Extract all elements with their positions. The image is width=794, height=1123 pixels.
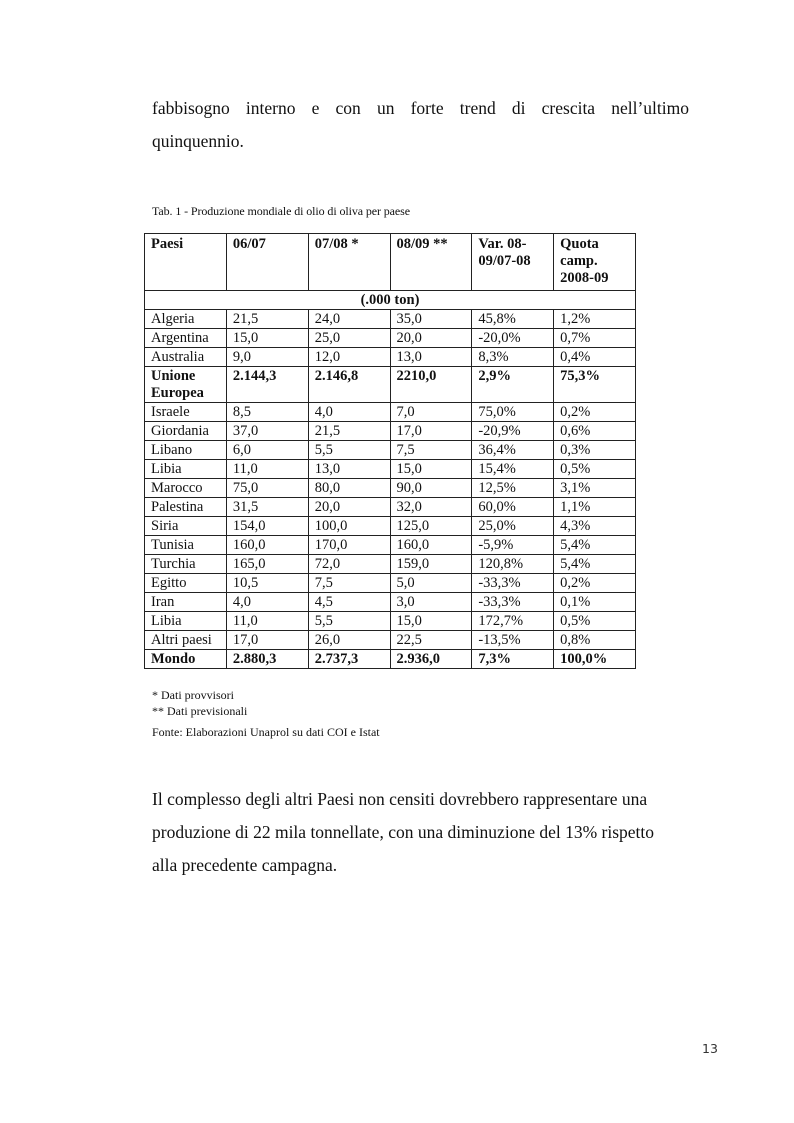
table-cell: Iran — [145, 593, 227, 612]
table-cell: 1,1% — [554, 498, 636, 517]
table-cell: 15,0 — [226, 329, 308, 348]
table-cell: 2.146,8 — [308, 367, 390, 403]
table-cell: 100,0 — [308, 517, 390, 536]
table-row — [145, 574, 636, 593]
table-cell: 24,0 — [308, 310, 390, 329]
table-row — [145, 310, 636, 329]
table-row — [145, 612, 636, 631]
table-cell: 10,5 — [226, 574, 308, 593]
row-label-line: Europea — [151, 385, 204, 401]
table-cell: 4,0 — [308, 403, 390, 422]
table-row — [145, 479, 636, 498]
table-cell: -20,0% — [472, 329, 554, 348]
table-cell: 7,5 — [308, 574, 390, 593]
header-line: 09/07-08 — [478, 253, 531, 269]
table-cell: 165,0 — [226, 555, 308, 574]
table-cell: Marocco — [145, 479, 227, 498]
table-cell: 0,5% — [554, 460, 636, 479]
table-cell: Palestina — [145, 498, 227, 517]
table-cell: 20,0 — [308, 498, 390, 517]
table-cell: 5,5 — [308, 441, 390, 460]
header-line: Var. 08- — [478, 236, 527, 252]
table-cell: 13,0 — [308, 460, 390, 479]
table-cell: Libano — [145, 441, 227, 460]
table-cell: 4,5 — [308, 593, 390, 612]
table-cell: 4,0 — [226, 593, 308, 612]
table-cell: 125,0 — [390, 517, 472, 536]
table-cell: 5,0 — [390, 574, 472, 593]
table-row — [145, 536, 636, 555]
table-cell — [145, 367, 227, 403]
page-number: 13 — [702, 1041, 718, 1056]
table-cell: 21,5 — [226, 310, 308, 329]
table-cell: Giordania — [145, 422, 227, 441]
table-row — [145, 329, 636, 348]
table-cell: 2,9% — [472, 367, 554, 403]
table-cell: 20,0 — [390, 329, 472, 348]
table-cell: Egitto — [145, 574, 227, 593]
closing-line: Il complesso degli altri Paesi non censiti dovrebbero rappresentare una — [152, 789, 648, 809]
production-table — [144, 233, 636, 669]
note-forecast: ** Dati previsionali — [152, 704, 248, 718]
table-cell: 12,0 — [308, 348, 390, 367]
table-cell: 2.936,0 — [390, 650, 472, 669]
table-cell: Altri paesi — [145, 631, 227, 650]
table-cell: 7,0 — [390, 403, 472, 422]
table-cell: 0,3% — [554, 441, 636, 460]
table-cell: 45,8% — [472, 310, 554, 329]
table-row — [145, 517, 636, 536]
table-cell: Mondo — [145, 650, 227, 669]
table-row — [145, 631, 636, 650]
table-cell: -13,5% — [472, 631, 554, 650]
table-cell: 6,0 — [226, 441, 308, 460]
row-label-line: Unione — [151, 368, 196, 384]
table-cell: 75,0% — [472, 403, 554, 422]
table-cell: 7,3% — [472, 650, 554, 669]
header-line: Quota — [560, 236, 599, 252]
table-cell: 12,5% — [472, 479, 554, 498]
table-row — [145, 422, 636, 441]
header-cell: 08/09 ** — [390, 234, 472, 291]
table-caption: Tab. 1 - Produzione mondiale di olio di oliva per paese — [152, 204, 410, 218]
table-cell: 2.737,3 — [308, 650, 390, 669]
table-notes — [152, 687, 247, 719]
header-cell: 06/07 — [226, 234, 308, 291]
closing-line: alla precedente campagna. — [152, 855, 338, 875]
header-cell: 07/08 * — [308, 234, 390, 291]
intro-line: quinquennio. — [152, 131, 244, 151]
table-cell: 15,0 — [390, 612, 472, 631]
table-row — [145, 555, 636, 574]
table-cell: 160,0 — [226, 536, 308, 555]
table-cell: 37,0 — [226, 422, 308, 441]
table-cell: 11,0 — [226, 460, 308, 479]
table-cell: 0,7% — [554, 329, 636, 348]
table-cell: 22,5 — [390, 631, 472, 650]
table-cell: 15,4% — [472, 460, 554, 479]
table-cell: 25,0 — [308, 329, 390, 348]
table-source: Fonte: Elaborazioni Unaprol su dati COI e Istat — [152, 725, 380, 739]
table-cell: 75,3% — [554, 367, 636, 403]
intro-paragraph — [152, 92, 689, 158]
table-cell: Siria — [145, 517, 227, 536]
table-cell: 160,0 — [390, 536, 472, 555]
table-row — [145, 498, 636, 517]
table-cell: 2210,0 — [390, 367, 472, 403]
table-cell: 60,0% — [472, 498, 554, 517]
note-provisional: * Dati provvisori — [152, 688, 234, 702]
table-cell: 31,5 — [226, 498, 308, 517]
table-cell: 0,1% — [554, 593, 636, 612]
table-cell: 0,4% — [554, 348, 636, 367]
table-cell: Israele — [145, 403, 227, 422]
header-cell — [472, 234, 554, 291]
table-cell: -20,9% — [472, 422, 554, 441]
table-cell: 21,5 — [308, 422, 390, 441]
table-cell: 32,0 — [390, 498, 472, 517]
header-line: camp. — [560, 253, 598, 269]
table-cell: 11,0 — [226, 612, 308, 631]
table-cell: 4,3% — [554, 517, 636, 536]
table-cell: 3,0 — [390, 593, 472, 612]
table-cell: 17,0 — [390, 422, 472, 441]
table-cell: 90,0 — [390, 479, 472, 498]
table-cell: 75,0 — [226, 479, 308, 498]
closing-paragraph — [152, 783, 697, 882]
table-row — [145, 403, 636, 422]
table-cell: 9,0 — [226, 348, 308, 367]
table-cell: 25,0% — [472, 517, 554, 536]
table-cell: 8,5 — [226, 403, 308, 422]
table-cell: 26,0 — [308, 631, 390, 650]
table-header-row — [145, 234, 636, 291]
table-cell: 80,0 — [308, 479, 390, 498]
table-cell: 5,5 — [308, 612, 390, 631]
table-cell: -5,9% — [472, 536, 554, 555]
table-cell: 2.880,3 — [226, 650, 308, 669]
table-row-total — [145, 650, 636, 669]
table-cell: 172,7% — [472, 612, 554, 631]
table-cell: -33,3% — [472, 593, 554, 612]
table-cell: 0,8% — [554, 631, 636, 650]
table-cell: 0,6% — [554, 422, 636, 441]
table-cell: 35,0 — [390, 310, 472, 329]
table-cell: 2.144,3 — [226, 367, 308, 403]
table-row — [145, 460, 636, 479]
table-cell: 0,2% — [554, 574, 636, 593]
unit-cell: (.000 ton) — [145, 291, 636, 310]
header-line: 2008-09 — [560, 270, 609, 286]
table-cell: Turchia — [145, 555, 227, 574]
table-cell: 36,4% — [472, 441, 554, 460]
table-cell: Tunisia — [145, 536, 227, 555]
intro-line: fabbisogno interno e con un forte trend di crescita nell’ultimo — [152, 98, 689, 118]
table-cell: 3,1% — [554, 479, 636, 498]
table-cell: 72,0 — [308, 555, 390, 574]
table-cell: 8,3% — [472, 348, 554, 367]
table-row — [145, 593, 636, 612]
header-cell: Paesi — [145, 234, 227, 291]
header-cell — [554, 234, 636, 291]
table-row-ue — [145, 367, 636, 403]
table-cell: 1,2% — [554, 310, 636, 329]
table-cell: 5,4% — [554, 536, 636, 555]
table-cell: Algeria — [145, 310, 227, 329]
table-cell: 13,0 — [390, 348, 472, 367]
table-cell: 100,0% — [554, 650, 636, 669]
table-cell: Australia — [145, 348, 227, 367]
table-cell: 7,5 — [390, 441, 472, 460]
table-row — [145, 441, 636, 460]
table-cell: Libia — [145, 612, 227, 631]
table-cell: 0,2% — [554, 403, 636, 422]
table-cell: 159,0 — [390, 555, 472, 574]
table-cell: Libia — [145, 460, 227, 479]
closing-line: produzione di 22 mila tonnellate, con una diminuzione del 13% rispetto — [152, 822, 655, 842]
table-cell: 0,5% — [554, 612, 636, 631]
table-cell: 120,8% — [472, 555, 554, 574]
unit-row — [145, 291, 636, 310]
table-row — [145, 348, 636, 367]
table-cell: Argentina — [145, 329, 227, 348]
table-cell: 17,0 — [226, 631, 308, 650]
table-cell: -33,3% — [472, 574, 554, 593]
table-cell: 170,0 — [308, 536, 390, 555]
table-cell: 154,0 — [226, 517, 308, 536]
table-cell: 5,4% — [554, 555, 636, 574]
table-cell: 15,0 — [390, 460, 472, 479]
